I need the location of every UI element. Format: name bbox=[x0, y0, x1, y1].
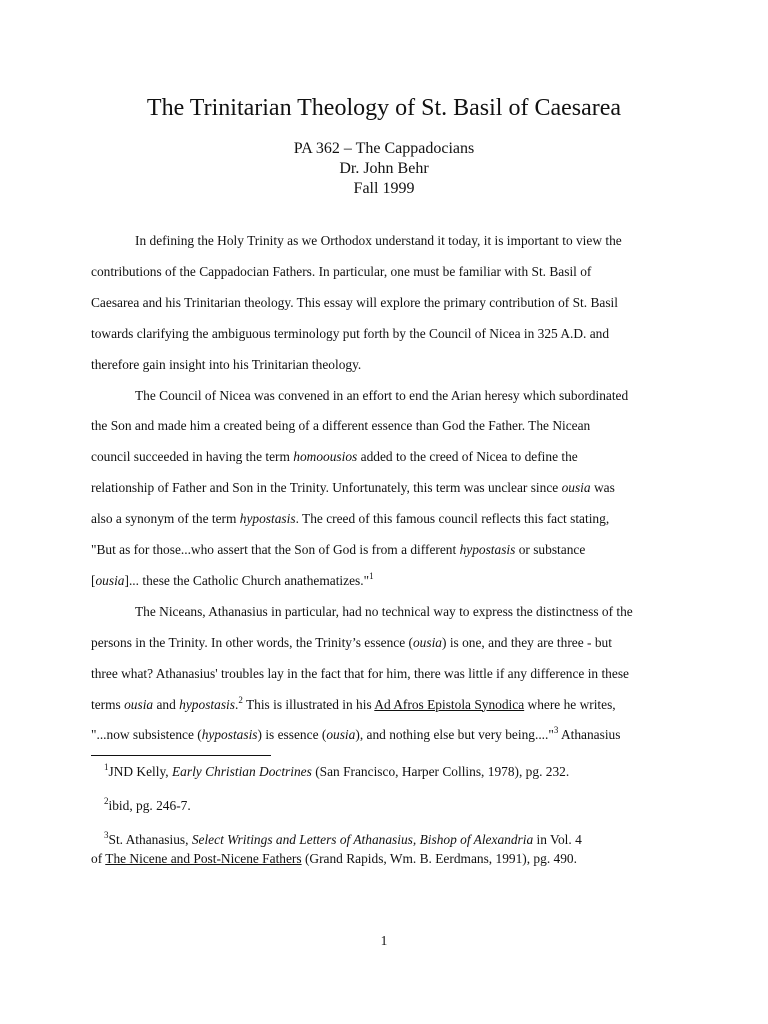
page-number: 1 bbox=[380, 933, 388, 948]
italic-term: hypostasis bbox=[459, 542, 516, 557]
italic-term: ousia bbox=[95, 572, 125, 588]
italic-term: hypostasis bbox=[179, 696, 235, 712]
footnote-ref: 2 bbox=[238, 694, 243, 705]
footnote-line: of The Nicene and Post-Nicene Fathers (Grand Rapids, Wm. B. Eerdmans, 1991), pg. 490. bbox=[91, 851, 577, 866]
document-title: The Trinitarian Theology of St. Basil of Caesarea bbox=[146, 95, 622, 121]
footnote-ref: 2 bbox=[104, 796, 109, 806]
italic-term: ousia bbox=[561, 480, 591, 496]
body-line: terms ousia and hypostasis.$^2$ This is illustrated in his Ad Afros Epistola Synodica where he writes, bbox=[91, 694, 616, 712]
italic-term: Select Writings and Letters of Athanasius, Bishop of Alexandria bbox=[191, 832, 534, 847]
body-line: towards clarifying the ambiguous terminology put forth by the Council of Nicea in 325 A.D. and bbox=[91, 325, 610, 341]
italic-term: hypostasis bbox=[201, 727, 258, 743]
footnote-line: $^3$St. Athanasius, Select Writings and Letters of Athanasius, Bishop of Alexandria in Vol. 4 bbox=[104, 830, 582, 847]
course-line: PA 362 – The Cappadocians bbox=[293, 140, 475, 157]
body-line: council succeeded in having the term homoousios added to the creed of Nicea to define the bbox=[91, 449, 578, 465]
footnote-ref: 3 bbox=[104, 830, 109, 840]
footnote-ref: 1 bbox=[369, 570, 374, 581]
footnote-ref: 3 bbox=[553, 725, 559, 736]
body-line: In defining the Holy Trinity as we Orthodox understand it today, it is important to view the bbox=[135, 233, 622, 248]
body-line: three what? Athanasius' troubles lay in the fact that for him, there was little if any difference in these bbox=[91, 665, 629, 681]
term-line: Fall 1999 bbox=[353, 180, 415, 197]
body-line: also a synonym of the term hypostasis. The creed of this famous council reflects this fact stating, bbox=[91, 511, 610, 527]
body-line: "But as for those...who assert that the Son of God is from a different hypostasis or substance bbox=[91, 542, 586, 557]
italic-term: ousia bbox=[412, 634, 443, 650]
instructor-line: Dr. John Behr bbox=[339, 160, 429, 177]
footnote-line: $^2$ibid, pg. 246-7. bbox=[104, 796, 191, 813]
body-line: persons in the Trinity. In other words, the Trinity’s essence (ousia) is one, and they are three - but bbox=[91, 634, 612, 650]
body-line: [ousia]... these the Catholic Church anathematizes."$^1$ bbox=[91, 570, 374, 588]
italic-term: homoousios bbox=[293, 449, 358, 465]
footnote-line: $^1$JND Kelly, Early Christian Doctrines (San Francisco, Harper Collins, 1978), pg. 232. bbox=[104, 762, 570, 779]
body-line: contributions of the Cappadocian Fathers. In particular, one must be familiar with St. Basil of bbox=[91, 263, 592, 279]
underlined-title: Ad Afros Epistola Synodica bbox=[374, 696, 525, 712]
italic-term: Early Christian Doctrines bbox=[171, 764, 312, 779]
underlined-title: The Nicene and Post-Nicene Fathers bbox=[105, 851, 302, 866]
italic-term: ousia bbox=[326, 727, 356, 743]
italic-term: ousia bbox=[124, 696, 154, 712]
body-line: "...now subsistence (hypostasis) is essence (ousia), and nothing else but very being...."$^3$ Athanasius bbox=[91, 725, 621, 743]
footnote-divider bbox=[91, 755, 271, 756]
italic-term: hypostasis bbox=[239, 511, 296, 527]
body-line: The Council of Nicea was convened in an effort to end the Arian heresy which subordinated bbox=[135, 387, 629, 403]
body-line: therefore gain insight into his Trinitarian theology. bbox=[91, 356, 362, 372]
body-line: the Son and made him a created being of a different essence than God the Father. The Nicean bbox=[91, 418, 591, 434]
footnote-ref: 1 bbox=[104, 762, 109, 772]
body-line: Caesarea and his Trinitarian theology. This essay will explore the primary contribution of St. Basil bbox=[91, 294, 618, 310]
body-line: relationship of Father and Son in the Trinity. Unfortunately, this term was unclear since ousia was bbox=[91, 480, 615, 496]
body-line: The Niceans, Athanasius in particular, had no technical way to express the distinctness of the bbox=[135, 603, 633, 619]
